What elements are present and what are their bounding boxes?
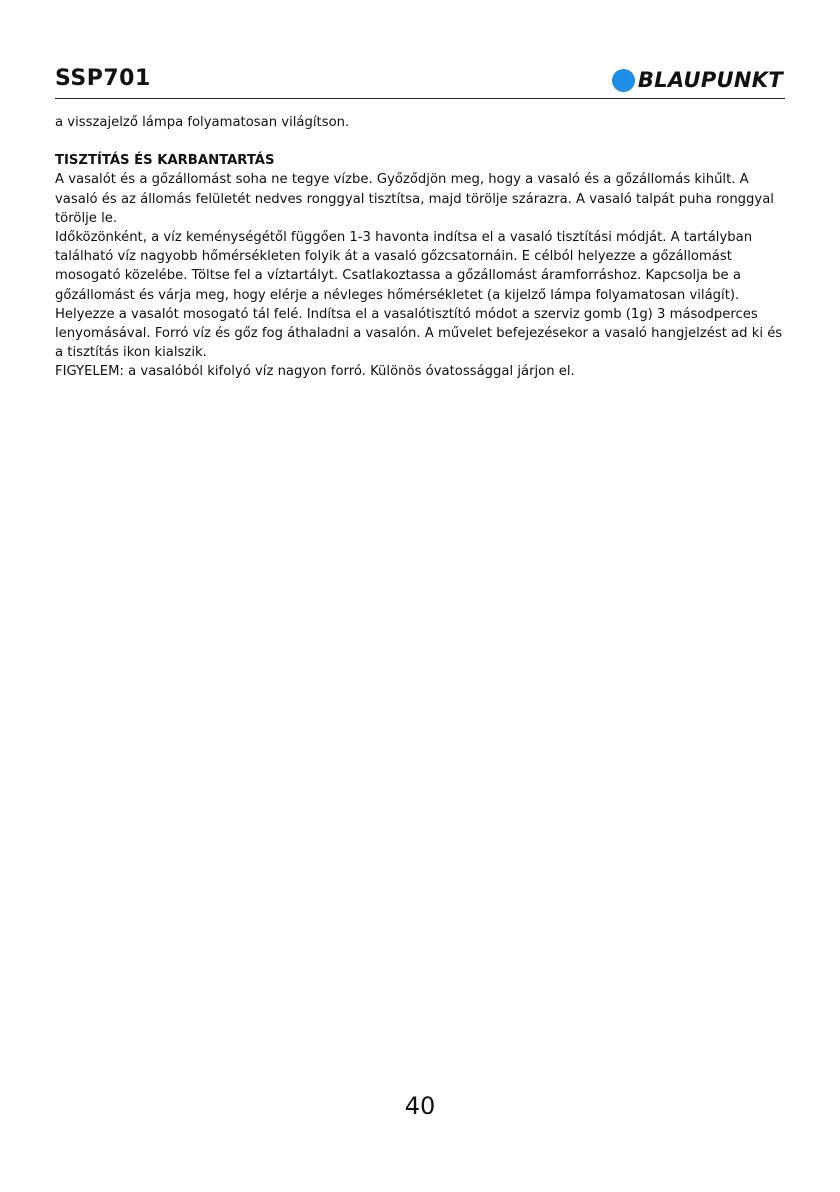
brand-logo: [612, 68, 783, 92]
paragraph-descaling: Időközönként, a víz keménységétől függően 1-3 havonta indítsa el a vasaló tisztítási módját. A tartályban található víz nagyobb hőmérsékleten folyik át a vasaló gőzcsatornáin. E célból helyezze a gőzállomást mosogató közelébe. Töltse fel a víztartályt. Csatlakoztassa a gőzállomást áramforráshoz. Kapcsolja be a gőzállomást és várja meg, hogy elérje a névleges hőmérsékletet (a kijelző lámpa folyamatosan világít). Helyezze a vasalót mosogató tál felé. Indítsa el a vasalótisztító módot a szerviz gomb (1g) 3 másodperces lenyomásával. Forró víz és gőz fog áthaladni a vasalón. A művelet befejezésekor a vasaló hangjelzést ad ki és a tisztítás ikon kialszik.: [55, 230, 783, 361]
section-title: TISZTÍTÁS ÉS KARBANTARTÁS: [55, 153, 275, 169]
page-header: [55, 62, 785, 99]
paragraph-cleaning: A vasalót és a gőzállomást soha ne tegye vízbe. Győződjön meg, hogy a vasaló és a gőzállomás kihűlt. A vasaló és az állomás felületét nedves ronggyal tisztítsa, majd törölje szárazra. A vasaló talpát puha ronggyal törölje le.: [55, 172, 774, 226]
page-number: 40: [404, 1092, 436, 1120]
document-body: [55, 113, 790, 382]
model-name: SSP701: [55, 66, 151, 91]
brand-dot-icon: [612, 69, 635, 92]
intro-text: a visszajelző lámpa folyamatosan világítson.: [55, 115, 350, 130]
paragraph-warning: FIGYELEM: a vasalóból kifolyó víz nagyon forró. Különös óvatossággal járjon el.: [55, 364, 575, 380]
brand-name: BLAUPUNKT: [637, 68, 783, 92]
